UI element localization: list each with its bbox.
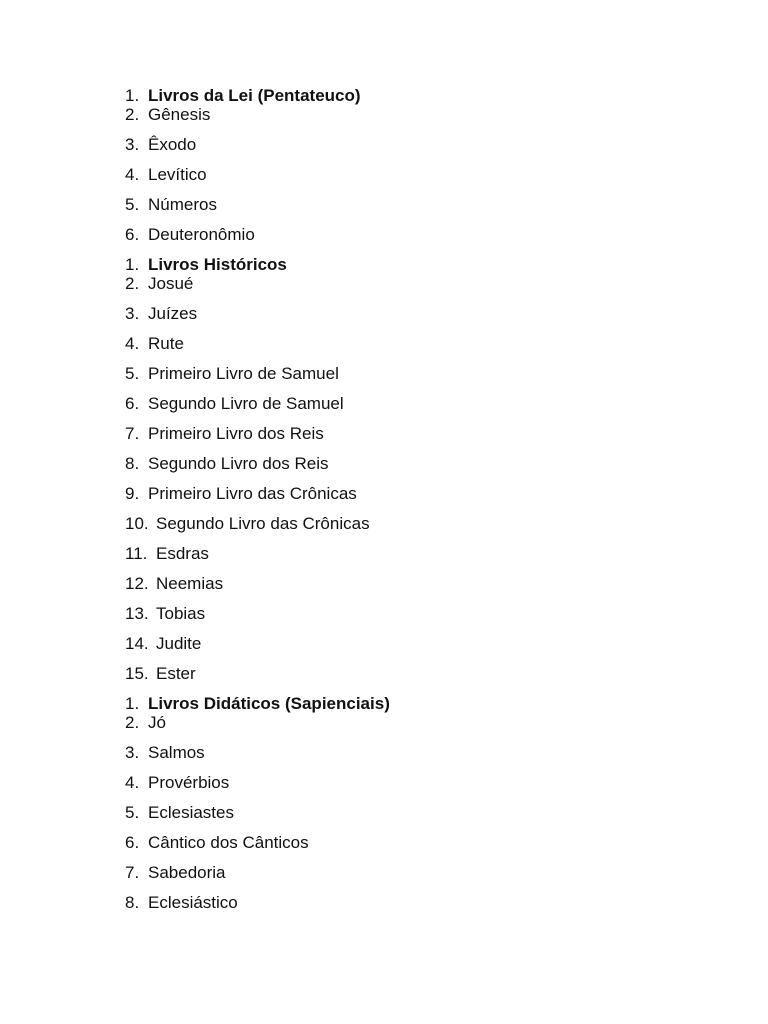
list-item-text: Segundo Livro de Samuel — [148, 394, 344, 413]
list-item-text: Jó — [148, 713, 166, 732]
list-number: 1. — [125, 86, 140, 105]
list-number: 1. — [125, 694, 140, 713]
list-number: 11. — [125, 544, 148, 563]
list-item — [125, 833, 685, 852]
list-item — [125, 664, 685, 683]
list-number: 12. — [125, 574, 149, 593]
list-number: 9. — [125, 484, 140, 503]
list-number: 13. — [125, 604, 149, 623]
list-item-text: Provérbios — [148, 773, 230, 792]
list-item — [125, 484, 685, 503]
list-item — [125, 863, 685, 882]
list-number: 2. — [125, 274, 140, 293]
list-item — [125, 634, 685, 653]
list-item-text: Gênesis — [148, 105, 211, 124]
list-number: 3. — [125, 135, 140, 154]
list-number: 5. — [125, 803, 140, 822]
list-item — [125, 165, 685, 184]
list-item — [125, 713, 685, 732]
list-number: 8. — [125, 454, 140, 473]
list-number: 6. — [125, 225, 140, 244]
list-item — [125, 514, 685, 533]
list-item — [125, 454, 685, 473]
list-number: 4. — [125, 773, 140, 792]
list-number: 2. — [125, 105, 140, 124]
list-number: 4. — [125, 165, 140, 184]
list-item-text: Primeiro Livro de Samuel — [148, 364, 339, 383]
list-item-text: Neemias — [156, 574, 224, 593]
list-item — [125, 225, 685, 244]
list-number: 15. — [125, 664, 149, 683]
section-title: Livros Didáticos (Sapienciais) — [148, 694, 390, 713]
list-item-text: Segundo Livro das Crônicas — [156, 514, 370, 533]
list-number: 6. — [125, 833, 140, 852]
list-item-text: Segundo Livro dos Reis — [148, 454, 329, 473]
section-heading-pentateuco — [125, 86, 685, 105]
list-item-text: Cântico dos Cânticos — [148, 833, 309, 852]
list-number: 5. — [125, 195, 140, 214]
list-item — [125, 304, 685, 323]
list-number: 2. — [125, 713, 140, 732]
list-number: 10. — [125, 514, 149, 533]
list-item — [125, 893, 685, 912]
section-heading-sapienciais — [125, 694, 685, 713]
list-item — [125, 105, 685, 124]
list-item-text: Esdras — [156, 544, 209, 563]
list-item — [125, 195, 685, 214]
list-item — [125, 334, 685, 353]
list-item-text: Salmos — [148, 743, 205, 762]
list-item — [125, 274, 685, 293]
list-number: 1. — [125, 255, 140, 274]
list-number: 7. — [125, 424, 140, 443]
list-number: 3. — [125, 743, 140, 762]
list-item-text: Ester — [156, 664, 196, 683]
section-title: Livros da Lei (Pentateuco) — [148, 86, 361, 105]
list-item — [125, 743, 685, 762]
list-item-text: Rute — [148, 334, 184, 353]
list-item — [125, 364, 685, 383]
list-number: 3. — [125, 304, 140, 323]
list-item-text: Primeiro Livro dos Reis — [148, 424, 324, 443]
list-item-text: Juízes — [148, 304, 198, 323]
list-number: 5. — [125, 364, 140, 383]
list-item — [125, 604, 685, 623]
list-item-text: Primeiro Livro das Crônicas — [148, 484, 357, 503]
list-item — [125, 394, 685, 413]
list-item-text: Números — [148, 195, 217, 214]
list-item-text: Levítico — [148, 165, 207, 184]
section-title: Livros Históricos — [148, 255, 287, 274]
list-number: 6. — [125, 394, 140, 413]
list-item — [125, 574, 685, 593]
list-number: 4. — [125, 334, 140, 353]
list-item — [125, 544, 685, 563]
list-item — [125, 424, 685, 443]
list-item-text: Deuteronômio — [148, 225, 255, 244]
list-number: 8. — [125, 893, 140, 912]
list-item — [125, 135, 685, 154]
section-heading-historicos — [125, 255, 685, 274]
list-item-text: Eclesiastes — [148, 803, 234, 822]
list-item-text: Eclesiástico — [148, 893, 238, 912]
list-item-text: Tobias — [156, 604, 206, 623]
list-item-text: Josué — [148, 274, 194, 293]
list-number: 7. — [125, 863, 140, 882]
list-item-text: Sabedoria — [148, 863, 226, 882]
books-list — [125, 86, 685, 912]
list-item-text: Êxodo — [148, 135, 197, 154]
list-item — [125, 803, 685, 822]
list-item — [125, 773, 685, 792]
list-number: 14. — [125, 634, 149, 653]
list-item-text: Judite — [156, 634, 202, 653]
